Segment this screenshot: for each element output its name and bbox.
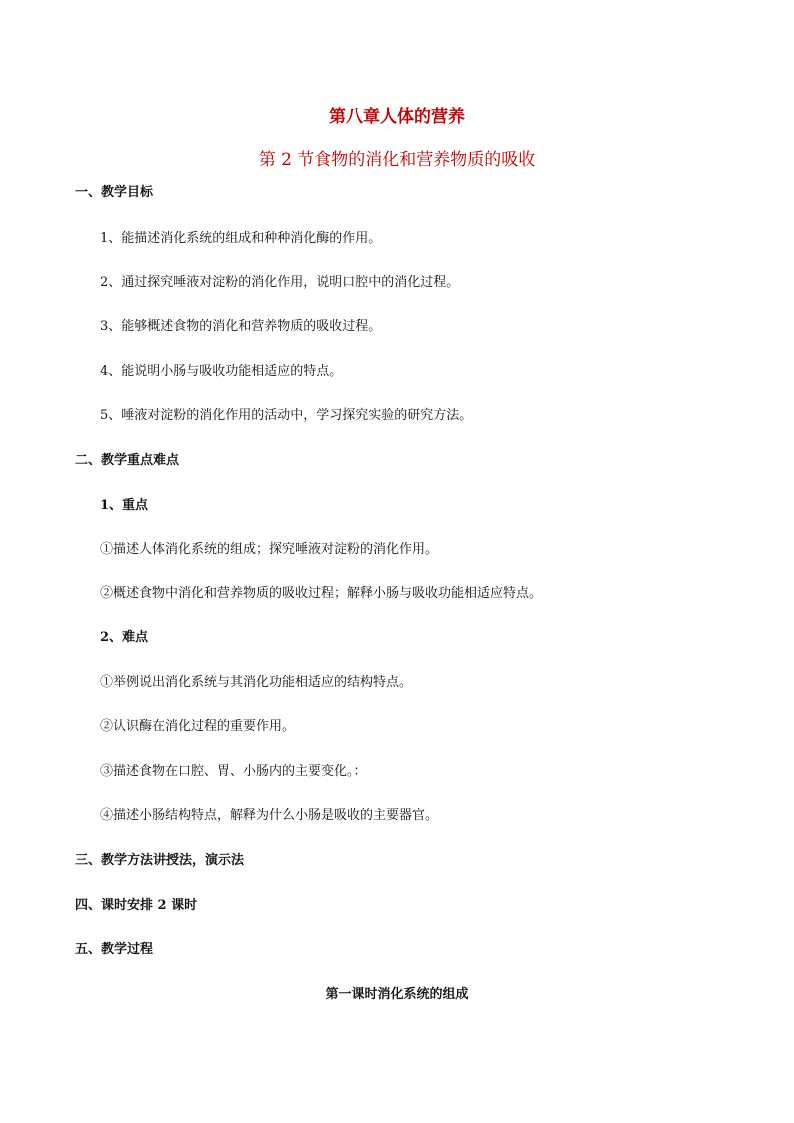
section-subtitle: 第 2 节食物的消化和营养物质的吸收 (258, 150, 536, 170)
schedule-heading: 四、课时安排 2 课时 (75, 898, 198, 913)
objective-item: 2、通过探究唾液对淀粉的消化作用，说明口腔中的消化过程。 (100, 275, 460, 290)
process-heading: 五、教学过程 (75, 942, 154, 957)
difficulty-item: ②认识酶在消化过程的重要作用。 (100, 719, 296, 734)
difficulty-item: ④描述小肠结构特点，解释为什么小肠是吸收的主要器官。 (100, 808, 439, 823)
method-heading: 三、教学方法讲授法，演示法 (75, 853, 245, 868)
chapter-title: 第八章人体的营养 (329, 107, 465, 127)
difficulty-heading: 2、难点 (100, 630, 149, 645)
objectives-heading: 一、教学目标 (75, 185, 154, 200)
objective-item: 4、能说明小肠与吸收功能相适应的特点。 (100, 364, 343, 379)
difficulty-item: ③描述食物在口腔、胃、小肠内的主要变化。： (100, 764, 367, 779)
lesson-title: 第一课时消化系统的组成 (325, 987, 469, 1002)
focus-heading: 1、重点 (100, 498, 149, 513)
objective-item: 5、唾液对淀粉的消化作用的活动中，学习探究实验的研究方法。 (100, 408, 473, 423)
focus-item: ②概述食物中消化和营养物质的吸收过程；解释小肠与吸收功能相适应特点。 (100, 586, 543, 601)
difficulty-item: ①举例说出消化系统与其消化功能相适应的结构特点。 (100, 675, 413, 690)
focus-item: ①描述人体消化系统的组成；探究唾液对淀粉的消化作用。 (100, 542, 439, 557)
objective-item: 1、能描述消化系统的组成和种种消化酶的作用。 (100, 231, 382, 246)
objective-item: 3、能够概述食物的消化和营养物质的吸收过程。 (100, 319, 382, 334)
key-points-heading: 二、教学重点难点 (75, 453, 180, 468)
